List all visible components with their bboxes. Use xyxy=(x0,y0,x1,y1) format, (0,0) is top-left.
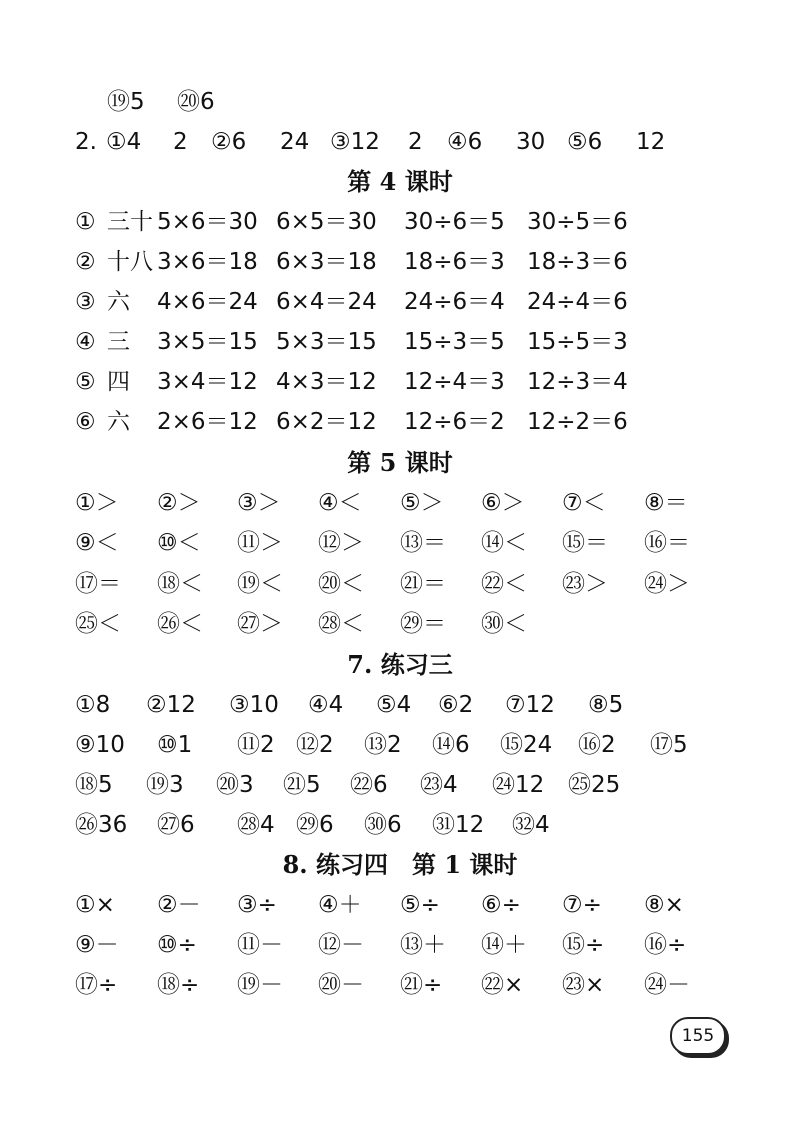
answer-row-q2 xyxy=(0,122,800,162)
answer-item: ②＞ xyxy=(157,490,201,516)
answer-row-p3-3 xyxy=(0,765,800,805)
answer-item: ⑬2 xyxy=(364,732,402,758)
page-number-badge: 155 xyxy=(670,1017,726,1055)
answer-item: 6×5＝30 xyxy=(276,209,377,235)
answer-row-p4-1 xyxy=(0,885,800,925)
answer-item: ⑨10 xyxy=(75,732,125,758)
answer-item: ⑥＞ xyxy=(481,490,525,516)
answer-item: ⑰÷ xyxy=(75,972,118,998)
answer-item: 6×3＝18 xyxy=(276,249,377,275)
answer-item: ⑰＝ xyxy=(75,571,121,597)
answer-item: ②12 xyxy=(146,692,196,718)
section-heading-practice3: 7. 练习三 xyxy=(347,650,453,679)
answer-row-l4-3 xyxy=(0,282,800,322)
answer-item: ㉑＝ xyxy=(400,571,446,597)
answer-item: 2 xyxy=(173,129,188,155)
answer-item: 2 xyxy=(408,129,423,155)
answer-item: 15÷5＝3 xyxy=(527,329,628,355)
answer-item: ⑧× xyxy=(644,892,684,918)
answer-item: ⑮24 xyxy=(500,732,553,758)
answer-item: 12÷6＝2 xyxy=(404,409,505,435)
answer-row-p3-2 xyxy=(0,725,800,765)
answer-item: ⑤4 xyxy=(376,692,412,718)
answer-item: 5×3＝15 xyxy=(276,329,377,355)
answer-item: ④＜ xyxy=(318,490,362,516)
answer-item: ⑥÷ xyxy=(481,892,521,918)
answer-item: ㉒6 xyxy=(350,772,388,798)
answer-item: 12÷2＝6 xyxy=(527,409,628,435)
answer-item: ㉓× xyxy=(562,972,605,998)
answer-row-l5-3 xyxy=(0,564,800,604)
answer-item: ⑲－ xyxy=(237,972,283,998)
answer-item: 2. xyxy=(75,129,97,155)
answer-item: ㉕25 xyxy=(568,772,621,798)
answer-item: ③12 xyxy=(330,129,380,155)
answer-item: ㉔－ xyxy=(644,972,690,998)
answer-item: ⑤ xyxy=(75,369,96,395)
answer-item: ㉘4 xyxy=(237,812,275,838)
answer-item: ㉚6 xyxy=(364,812,402,838)
answer-item: ①× xyxy=(75,892,115,918)
answer-item: ⑥2 xyxy=(438,692,474,718)
answer-item: ㉓＞ xyxy=(562,571,608,597)
answer-item: 15÷3＝5 xyxy=(404,329,505,355)
answer-item: 30 xyxy=(516,129,546,155)
answer-item: ⑦＜ xyxy=(562,490,606,516)
answer-item: ② xyxy=(75,249,96,275)
answer-item: ①＞ xyxy=(75,490,119,516)
answer-row-p4-3 xyxy=(0,965,800,1005)
answer-item: ③10 xyxy=(229,692,279,718)
answer-item: ③ xyxy=(75,289,96,315)
answer-item: ⑩1 xyxy=(157,732,193,758)
answer-item: ⑪＞ xyxy=(237,530,283,556)
answer-item: ⑨－ xyxy=(75,932,119,958)
answer-item: ⑳＜ xyxy=(318,571,364,597)
answer-item: 六 xyxy=(107,409,130,435)
answer-item: ⑯2 xyxy=(578,732,616,758)
section-heading-lesson5: 第 5 课时 xyxy=(347,448,453,477)
answer-item: ㉘＜ xyxy=(318,611,364,637)
answer-item: ④4 xyxy=(308,692,344,718)
answer-item: ㉖＜ xyxy=(157,611,203,637)
answer-item: ⑪－ xyxy=(237,932,283,958)
answer-item: ㉛12 xyxy=(432,812,485,838)
answer-item: ㉒× xyxy=(481,972,524,998)
answer-item: ⑲5 xyxy=(107,89,145,115)
answer-row-p3-1 xyxy=(0,685,800,725)
answer-row-l4-5 xyxy=(0,362,800,402)
answer-item: ㉗6 xyxy=(157,812,195,838)
answer-item: 3×4＝12 xyxy=(157,369,258,395)
answer-item: 30÷5＝6 xyxy=(527,209,628,235)
answer-item: ⑩÷ xyxy=(157,932,197,958)
answer-item: 6×2＝12 xyxy=(276,409,377,435)
answer-item: 12÷4＝3 xyxy=(404,369,505,395)
answer-item: ⑦12 xyxy=(505,692,555,718)
answer-item: ⑲＜ xyxy=(237,571,283,597)
answer-item: 30÷6＝5 xyxy=(404,209,505,235)
answer-item: 四 xyxy=(107,369,130,395)
answer-item: ㉒＜ xyxy=(481,571,527,597)
answer-item: 六 xyxy=(107,289,130,315)
answer-item: 3×6＝18 xyxy=(157,249,258,275)
answer-row-l4-4 xyxy=(0,322,800,362)
answer-item: 2×6＝12 xyxy=(157,409,258,435)
answer-item: ㉔＞ xyxy=(644,571,690,597)
answer-item: ③＞ xyxy=(237,490,281,516)
answer-item: 18÷3＝6 xyxy=(527,249,628,275)
answer-item: ⑭＜ xyxy=(481,530,527,556)
answer-item: ④＋ xyxy=(318,892,362,918)
answer-item: 三 xyxy=(107,329,130,355)
answer-item: ⑤6 xyxy=(567,129,603,155)
answer-item: 4×6＝24 xyxy=(157,289,258,315)
answer-item: ㉔12 xyxy=(492,772,545,798)
answer-item: ⑯÷ xyxy=(644,932,687,958)
answer-item: 24÷6＝4 xyxy=(404,289,505,315)
answer-item: ⑱÷ xyxy=(157,972,200,998)
answer-item: ⑤÷ xyxy=(400,892,440,918)
answer-item: ㉚＜ xyxy=(481,611,527,637)
answer-item: 6×4＝24 xyxy=(276,289,377,315)
answer-item: 12÷3＝4 xyxy=(527,369,628,395)
answer-item: 5×6＝30 xyxy=(157,209,258,235)
answer-item: ⑮÷ xyxy=(562,932,605,958)
answer-item: ㉑5 xyxy=(283,772,321,798)
answer-row-tail xyxy=(0,82,800,122)
answer-item: 24÷4＝6 xyxy=(527,289,628,315)
answer-item: ⑳6 xyxy=(177,89,215,115)
answer-row-p3-4 xyxy=(0,805,800,845)
answer-item: ㉖36 xyxy=(75,812,128,838)
answer-item: ⑥ xyxy=(75,409,96,435)
answer-item: 24 xyxy=(280,129,310,155)
answer-item: ⑤＞ xyxy=(400,490,444,516)
answer-item: ⑧＝ xyxy=(644,490,688,516)
answer-item: ⑳－ xyxy=(318,972,364,998)
answer-item: ⑦÷ xyxy=(562,892,602,918)
answer-item: ⑨＜ xyxy=(75,530,119,556)
answer-item: ㉕＜ xyxy=(75,611,121,637)
answer-item: 十八 xyxy=(107,249,153,275)
answer-item: ㉙＝ xyxy=(400,611,446,637)
answer-item: ⑧5 xyxy=(588,692,624,718)
answer-item: ⑫2 xyxy=(296,732,334,758)
answer-item: ⑪2 xyxy=(237,732,275,758)
answer-item: ㉜4 xyxy=(512,812,550,838)
answer-item: ①4 xyxy=(106,129,142,155)
answer-item: 4×3＝12 xyxy=(276,369,377,395)
answer-item: ⑭6 xyxy=(432,732,470,758)
answer-item: 18÷6＝3 xyxy=(404,249,505,275)
answer-item: ⑭＋ xyxy=(481,932,527,958)
answer-row-p4-2 xyxy=(0,925,800,965)
answer-item: ⑫－ xyxy=(318,932,364,958)
answer-item: ⑫＞ xyxy=(318,530,364,556)
answer-item: ⑲3 xyxy=(146,772,184,798)
answer-row-l4-1 xyxy=(0,202,800,242)
answer-item: ㉑÷ xyxy=(400,972,443,998)
answer-item: 3×5＝15 xyxy=(157,329,258,355)
section-heading-practice4: 8. 练习四 第 1 课时 xyxy=(282,850,518,879)
answer-row-l5-2 xyxy=(0,523,800,563)
answer-item: ⑱＜ xyxy=(157,571,203,597)
answer-item: ⑱5 xyxy=(75,772,113,798)
answer-item: ③÷ xyxy=(237,892,277,918)
answer-row-l4-6 xyxy=(0,402,800,442)
answer-item: ②6 xyxy=(211,129,247,155)
answer-item: ⑳3 xyxy=(216,772,254,798)
answer-item: ⑰5 xyxy=(650,732,688,758)
answer-item: ④ xyxy=(75,329,96,355)
answer-item: 12 xyxy=(636,129,666,155)
answer-item: ㉗＞ xyxy=(237,611,283,637)
section-heading-lesson4: 第 4 课时 xyxy=(347,167,453,196)
answer-item: ⑯＝ xyxy=(644,530,690,556)
answer-item: ⑬＝ xyxy=(400,530,446,556)
answer-item: ⑬＋ xyxy=(400,932,446,958)
answer-row-l5-1 xyxy=(0,483,800,523)
answer-item: ⑮＝ xyxy=(562,530,608,556)
answer-item: ㉓4 xyxy=(420,772,458,798)
answer-row-l5-4 xyxy=(0,604,800,644)
answer-item: ②－ xyxy=(157,892,201,918)
answer-item: ①8 xyxy=(75,692,111,718)
answer-item: ㉙6 xyxy=(296,812,334,838)
answer-item: ④6 xyxy=(447,129,483,155)
answer-item: ① xyxy=(75,209,96,235)
answer-item: ⑩＜ xyxy=(157,530,201,556)
answer-row-l4-2 xyxy=(0,242,800,282)
answer-item: 三十 xyxy=(107,209,153,235)
